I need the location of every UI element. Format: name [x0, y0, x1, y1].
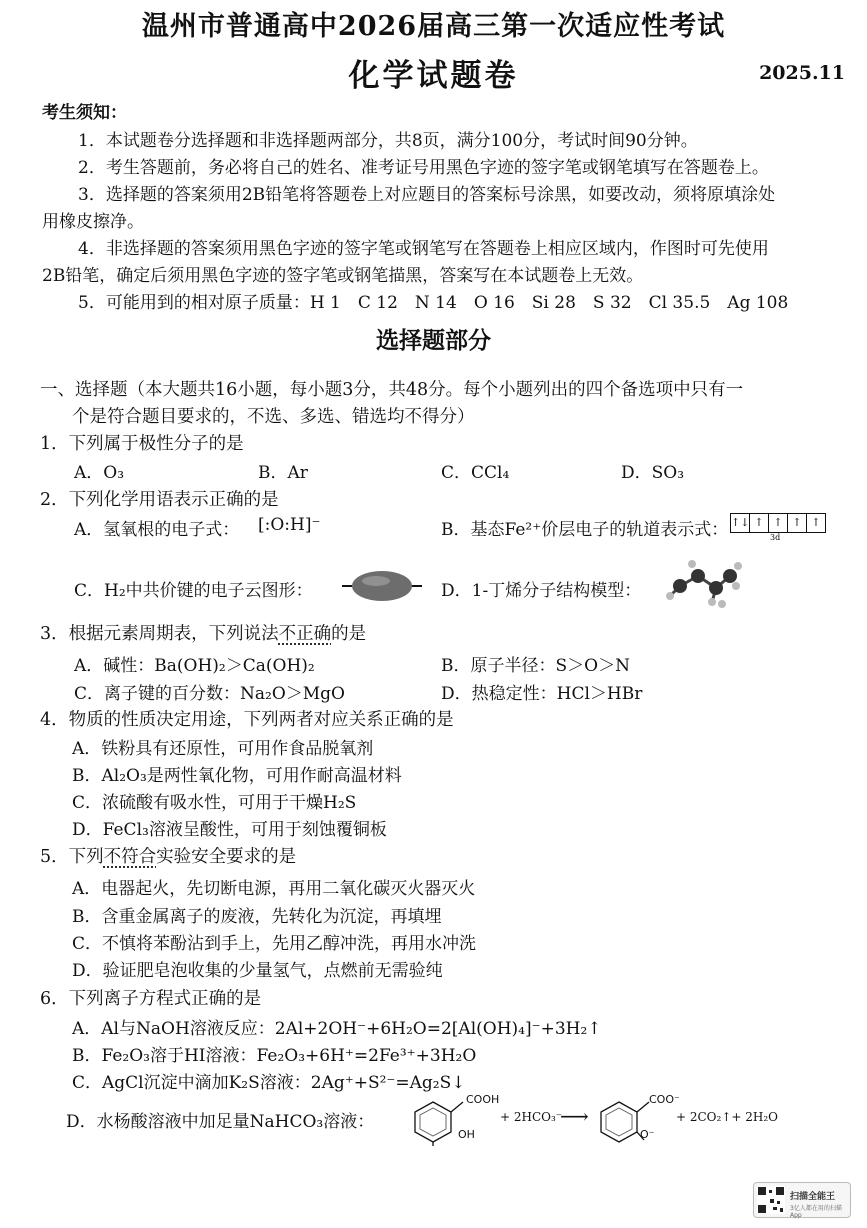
q3-stem-emphasis: 不正确	[278, 624, 332, 644]
part-intro: 一、选择题（本大题共16小题，每小题3分，共48分。每个小题列出的四个备选项中只有一	[40, 380, 744, 400]
bicarbonate-term: + 2HCO₃⁻	[500, 1110, 563, 1124]
reaction-arrow: ⟶	[560, 1104, 589, 1128]
notice-item: 1．本试题卷分选择题和非选择题两部分，共8页，满分100分，考试时间90分钟。	[78, 131, 698, 151]
q6-option-c: C．AgCl沉淀中滴加K₂S溶液：2Ag⁺+S²⁻=Ag₂S↓	[72, 1073, 466, 1093]
q1-option-b: B．Ar	[258, 463, 308, 483]
orbital-box: ↑	[769, 513, 788, 533]
notice-item: 2B铅笔，确定后须用黑色字迹的签字笔或钢笔描黑，答案写在本试题卷上无效。	[42, 266, 644, 286]
question-5-stem	[40, 843, 296, 868]
orbital-box: ↑	[750, 513, 769, 533]
q2-option-b: B．基态Fe²⁺价层电子的轨道表示式：	[441, 520, 729, 540]
notice-item: 5．可能用到的相对原子质量：H 1 C 12 N 14 O 16 Si 28 S 32 Cl 35.5 Ag 108	[78, 293, 789, 313]
salicylate-o-label: O⁻	[640, 1128, 655, 1141]
q3-option-b: B．原子半径：S＞O＞N	[441, 656, 630, 676]
orbital-box: ↑↓	[730, 513, 750, 533]
butene-model-icon	[660, 556, 744, 612]
q5-stem-pre: 5．下列	[40, 847, 104, 867]
q6-option-a: A．Al与NaOH溶液反应：2Al+2OH⁻+6H₂O=2[Al(OH)₄]⁻+3H₂↑	[72, 1019, 602, 1039]
exam-date: 2025.11	[759, 62, 845, 84]
q4-option-a: A．铁粉具有还原性，可用作食品脱氧剂	[72, 739, 374, 759]
q1-option-d: D．SO₃	[621, 463, 685, 483]
q3-option-c: C．离子键的百分数：Na₂O＞MgO	[74, 684, 345, 704]
orbital-box: ↑	[807, 513, 826, 533]
q3-option-a: A．碱性：Ba(OH)₂＞Ca(OH)₂	[74, 656, 315, 676]
exam-title: 温州市普通高中2026届高三第一次适应性考试	[141, 11, 726, 42]
notice-item: 用橡皮擦净。	[42, 212, 144, 232]
q2-option-c: C．H₂中共价键的电子云图形：	[74, 581, 313, 601]
question-3-stem	[40, 620, 366, 645]
q5-option-a: A．电器起火，先切断电源，再用二氧化碳灭火器灭火	[72, 879, 476, 899]
orbital-label: 3d	[770, 533, 781, 542]
question-2-stem: 2．下列化学用语表示正确的是	[40, 490, 279, 510]
q1-option-c: C．CCl₄	[441, 463, 510, 483]
orbital-box: ↑	[788, 513, 807, 533]
scanner-app-sub: 3亿人都在用的扫描App	[790, 1205, 842, 1219]
q5-stem-emphasis: 不符合	[103, 847, 157, 867]
q2-option-d: D．1-丁烯分子结构模型：	[441, 581, 642, 601]
part-intro: 个是符合题目要求的，不选、多选、错选均不得分）	[72, 407, 475, 427]
q6-option-d: D．水杨酸溶液中加足量NaHCO₃溶液：	[66, 1112, 375, 1132]
products-term: + 2CO₂↑+ 2H₂O	[676, 1110, 779, 1124]
q5-stem-post: 实验安全要求的是	[156, 847, 297, 867]
q4-option-c: C．浓硫酸有吸水性，可用于干燥H₂S	[72, 793, 357, 813]
electron-cloud-icon	[340, 568, 424, 604]
section-title: 选择题部分	[376, 327, 491, 354]
salicylic-cooh-label: COOH	[466, 1093, 500, 1106]
question-4-stem: 4．物质的性质决定用途，下列两者对应关系正确的是	[40, 710, 454, 730]
notice-item: 3．选择题的答案须用2B铅笔将答题卷上对应题目的答案标号涂黑，如要改动，须将原填涂处	[78, 185, 776, 205]
q1-option-a: A．O₃	[74, 463, 125, 483]
q5-option-d: D．验证肥皂泡收集的少量氢气，点燃前无需验纯	[72, 961, 443, 981]
notice-item: 4．非选择题的答案须用黑色字迹的签字笔或钢笔写在答题卷上相应区域内，作图时可先使用	[78, 239, 769, 259]
q5-option-c: C．不慎将苯酚沾到手上，先用乙醇冲洗，再用水冲洗	[72, 934, 477, 954]
q3-stem-pre: 3．根据元素周期表，下列说法	[40, 624, 279, 644]
q3-stem-post: 的是	[331, 624, 367, 644]
exam-subtitle: 化学试题卷	[348, 58, 519, 94]
q2-option-a-formula: [:O:H]⁻	[258, 515, 321, 535]
notice-item: 2．考生答题前，务必将自己的姓名、准考证号用黑色字迹的签字笔或钢笔填写在答题卷上。	[78, 158, 769, 178]
q5-option-b: B．含重金属离子的废液，先转化为沉淀，再填埋	[72, 907, 442, 927]
q4-option-b: B．Al₂O₃是两性氧化物，可用作耐高温材料	[72, 766, 402, 786]
q4-option-d: D．FeCl₃溶液呈酸性，可用于刻蚀覆铜板	[72, 820, 387, 840]
question-1-stem: 1．下列属于极性分子的是	[40, 434, 244, 454]
scanner-watermark	[753, 1182, 851, 1218]
orbital-diagram	[730, 513, 826, 533]
qr-code-icon	[757, 1186, 785, 1214]
salicylic-oh-label: OH	[458, 1128, 475, 1141]
notice-heading: 考生须知：	[42, 103, 127, 123]
q6-option-b: B．Fe₂O₃溶于HI溶液：Fe₂O₃+6H⁺=2Fe³⁺+3H₂O	[72, 1046, 477, 1066]
scanner-app-label: 扫描全能王	[790, 1192, 836, 1202]
salicylate-coo-label: COO⁻	[649, 1093, 680, 1106]
question-6-stem: 6．下列离子方程式正确的是	[40, 989, 262, 1009]
q3-option-d: D．热稳定性：HCl＞HBr	[441, 684, 643, 704]
q2-option-a: A．氢氧根的电子式：	[74, 520, 240, 540]
